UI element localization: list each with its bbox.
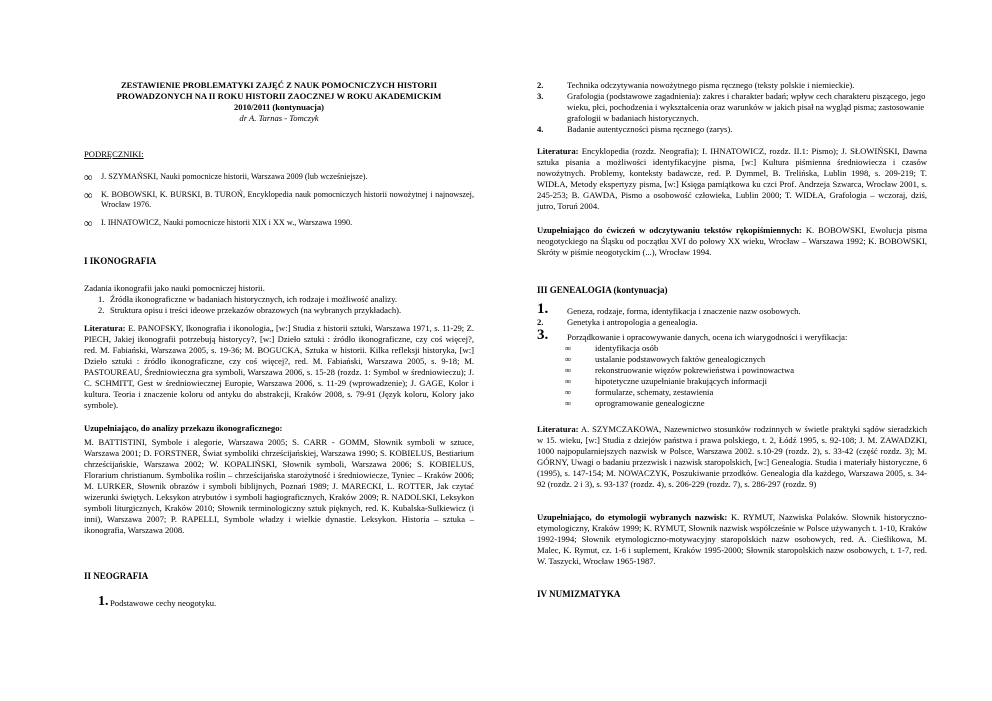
title-line: PROWADZONYCH NA II ROKU HISTORII ZAOCZNEJ W ROKU AKADEMICKIM bbox=[116, 91, 442, 101]
sub-list-item: ∞ formularze, schematy, zestawienia bbox=[565, 387, 714, 397]
sub-list-item: ∞ oprogramowanie genealogiczne bbox=[565, 398, 705, 408]
supplementary-label: Uzupełniająco, do etymologii wybranych nazwisk: bbox=[537, 512, 728, 522]
neography-supplementary bbox=[537, 225, 927, 258]
infinity-bullet-icon: ∞ bbox=[565, 354, 572, 364]
infinity-bullet-icon: ∞ bbox=[565, 376, 572, 386]
textbooks-list bbox=[84, 172, 474, 234]
section-heading-genealogy: III GENEALOGIA (kontynuacja) bbox=[537, 285, 668, 295]
infinity-bullet-icon: ∞ bbox=[84, 187, 93, 202]
sub-list-item: ∞ rekonstruowanie więzów pokrewieństwa i powinowactwa bbox=[565, 365, 795, 375]
title-line: 2010/2011 (kontynuacja) bbox=[233, 102, 324, 112]
section-heading-neography: II NEOGRAFIA bbox=[84, 571, 149, 581]
neography-continued-list bbox=[537, 80, 927, 135]
author: dr A. Tarnas - Tomczyk bbox=[239, 113, 319, 123]
title-line: ZESTAWIENIE PROBLEMATYKI ZAJĘĆ Z NAUK POMOCNICZYCH HISTORII bbox=[120, 80, 438, 90]
section-heading-numismatics: IV NUMIZMATYKA bbox=[537, 589, 621, 599]
list-item: 2. Struktura opisu i treści ideowe przekazów obrazowych (na wybranych przykładach). bbox=[98, 305, 402, 315]
supplementary-label: Uzupełniająco do ćwiczeń w odczytywaniu tekstów rękopiśmiennych: bbox=[537, 225, 802, 235]
iconography-literature bbox=[84, 323, 474, 411]
list-item-text: J. SZYMAŃSKI, Nauki pomocnicze historii, Warszawa 2009 (lub wcześniejsze). bbox=[101, 172, 368, 181]
infinity-bullet-icon: ∞ bbox=[565, 398, 572, 408]
sub-list-item: ∞ ustalanie podstawowych faktów genealogicznych bbox=[565, 354, 766, 364]
literature-label: Literatura: bbox=[537, 424, 579, 434]
list-item: 2. Genetyka i antropologia a genealogia. bbox=[537, 317, 698, 327]
sub-list-item: ∞ hipotetyczne uzupełnianie brakujących informacji bbox=[565, 376, 768, 386]
list-item: 3. Porządkowanie i opracowywanie danych, ocena ich wiarygodności i weryfikacja: bbox=[537, 327, 848, 343]
list-item-text: K. BOBOWSKI, K. BURSKI, B. TUROŃ, Encyklopedia nauk pomocniczych historii nowożytnej i najnowszej, Wrocław 1976. bbox=[101, 189, 474, 210]
section-intro: Zadania ikonografii jako nauki pomocniczej historii. bbox=[84, 283, 265, 293]
infinity-bullet-icon: ∞ bbox=[84, 215, 93, 230]
supplementary-text: K. BOBOWSKI, Ewolucja pisma neogotyckiego na Śląsku od początku XVI do połowy XX wieku, Wrocław – Warszawa 1992; K. BOBOWSKI, Skróty w piśmie neogotyckim (...), Wrocław 1994. bbox=[537, 225, 928, 257]
genealogy-supplementary bbox=[537, 512, 927, 567]
iconography-intro-block bbox=[84, 283, 474, 316]
iconography-supplementary-label: Uzupełniająco, do analizy przekazu ikonograficznego: bbox=[84, 423, 283, 433]
list-item bbox=[84, 215, 474, 230]
section-heading-iconography: I IKONOGRAFIA bbox=[84, 256, 157, 266]
infinity-bullet-icon: ∞ bbox=[565, 365, 572, 375]
supplementary-text: K. RYMUT, Nazwiska Polaków. Słownik historyczno-etymologiczny, Kraków 1999; K. RYMUT, Słownik nazwisk współcześnie w Polsce używanych t. 1-10, Kraków 1992-1994; Słownik etymologiczno-motywacyjny staropolskich nazw osobowych, red. A. Cieślikowa, M. Malec, K. Rymut, cz. 1-6 i suplement, Kraków 1995-2000; Słownik staropolskich nazw osobowych, t. 1-7, red. W. Taszycki, Wrocław 1965-1987. bbox=[537, 512, 927, 566]
list-item bbox=[84, 172, 474, 183]
literature-text: Encyklopedia (rozdz. Neografia); I. IHNATOWICZ, rozdz. II.1: Pismo); J. SŁOWIŃSKI, Dawna sztuka pisania a możliwości identyfikacyjne pisma, [w:] Kultura piśmienna średniowiecza i czasów nowożytnych. Problemy, konteksty badawcze, red. P. Dymmel, B. Trelińska, Lublin 1998, s. 209-219; T. WIDŁA, Metody ekspertyzy pisma, [w:] Księga pamiątkowa ku czci Prof. Andrzeja Szwarca, Wrocław 2001, s. 245-253; B. GAWDA, Pismo a osobowość człowieka, Lublin 2000; T. WIDŁA, Grafologia – wczoraj, dziś, jutro, Toruń 2004. bbox=[537, 146, 927, 211]
iconography-supplementary-text: M. BATTISTINI, Symbole i alegorie, Warszawa 2005; S. CARR - GOMM, Słownik symboli w sztuce, Warszawa 2001; D. FORSTNER, Świat symboliki chrześcijańskiej, Warszawa 1990; S. KOBIELUS, Bestiarium chrześcijańskie, Warszawa 2002; W. KOPALIŃSKI, Słownik symboli, Warszawa 2006; S. KOBIELUS, Florarium christianum. Symbolika roślin – chrześcijańska starożytność i średniowiecze, Tyniec – Kraków 2006; M. LURKER, Słownik obrazów i symboli biblijnych, Poznań 1989; J. MARECKI, L. ROTTER, Jak czytać wizerunki świętych. Leksykon atrybutów i symboli hagiograficznych, Kraków 2009; R. NADOLSKI, Leksykon symboli liturgicznych, Kraków 2010; Słownik terminologiczny sztuk pięknych, red. K. Kubalska-Sulkiewicz (i inni), Warszawa 2007; P. RAPELLI, Symbole władzy i wielkie dynastie. Leksykon. Historia – sztuka – ikonografia, Warszawa 2008. bbox=[84, 437, 474, 535]
list-item: 4. Badanie autentyczności pisma ręcznego (zarys). bbox=[537, 124, 733, 134]
genealogy-literature bbox=[537, 424, 927, 490]
list-item: 1. Podstawowe cechy neogotyku. bbox=[98, 594, 217, 609]
textbooks-heading: PODRĘCZNIKI: bbox=[84, 149, 144, 159]
sub-list-item: ∞ identyfikacja osób bbox=[565, 343, 659, 353]
infinity-bullet-icon: ∞ bbox=[84, 170, 93, 184]
literature-label: Literatura: bbox=[537, 146, 579, 156]
literature-label: Literatura: bbox=[84, 323, 126, 333]
infinity-bullet-icon: ∞ bbox=[565, 343, 572, 353]
neography-literature bbox=[537, 146, 927, 212]
document-title bbox=[84, 80, 474, 124]
literature-text: E. PANOFSKY, Ikonografia i ikonologia„ [w:] Studia z historii sztuki, Warszawa 1971, s. 11-29; Z. PIECH, Jakiej ikonografii potrzebują historycy?, [w:] Dzieło sztuki : źródło ikonograficzne, czy coś więcej?, red. M. Fabiański, Warszawa 2005, s. 19-36; M. BOGUCKA, Sztuka w historii. Kilka refleksji historyka, [w:] Dzieło sztuki : źródło ikonograficzne, czy coś więcej?, red. M. Fabiański, Warszawa 2005, s. 9-18; M. PASTOUREAU, Średniowieczna gra symboli, Warszawa 2006, s. 15-28 (rozdz. 1: Symbol w średniowieczu); J. C. SCHMITT, Gest w średniowiecznej Europie, Warszawa 2006, s. 11-29 (wprowadzenie); J. GAGE, Kolor i kultura. Teoria i znaczenie koloru od antyku do abstrakcji, Kraków 2008, s. 79-91 (Język koloru, Kolory jako symbole). bbox=[84, 323, 474, 410]
list-item: 3. Grafologia (podstawowe zagadnienia): zakres i charakter badań; wpływ cech charakteru piszącego, jego wieku, płci, pochodzenia i wykształcenia oraz warunków w jakich pisał na wygląd pisma; zastosowanie grafologii w badaniach historycznych. bbox=[537, 91, 926, 123]
neography-list bbox=[84, 595, 474, 609]
list-item: 1. Geneza, rodzaje, forma, identyfikacja i znaczenie nazw osobowych. bbox=[537, 301, 801, 317]
infinity-bullet-icon: ∞ bbox=[565, 387, 572, 397]
list-item-text: I. IHNATOWICZ, Nauki pomocnicze historii XIX i XX w., Warszawa 1990. bbox=[101, 217, 353, 227]
literature-text: A. SZYMCZAKOWA, Nazewnictwo stosunków rodzinnych w świetle praktyki sądów sieradzkich w 15. wieku, [w:] Studia z dziejów państwa i prawa polskiego, t. 2, Łódź 1995, s. 92-108; J. M. ZAWADZKI, 1000 najpopularniejszych nazwisk w Polsce, Warszawa 2002. s.10-29 (rozdz. 2), s. 33-42 (część rozdz. 3); M. GÓRNY, Uwagi o badaniu przezwisk i nazwisk staropolskich, [w:] Genealogia. Studia i materiały historyczne, 6 (1995), s. 147-154; M. NOWACZYK, Poszukiwanie przodków. Genealogia dla każdego, Warszawa 2005, s. 34-92 (rozdz. 2 i 3), s. 93-137 (rozdz. 4), s. 206-229 (rozdz. 7), s. 286-297 (rozdz. 9) bbox=[537, 424, 927, 489]
list-item: 1. Źródła ikonograficzne w badaniach historycznych, ich rodzaje i możliwość analizy. bbox=[98, 294, 397, 304]
genealogy-list bbox=[537, 302, 927, 409]
list-item: 2. Technika odczytywania nowożytnego pisma ręcznego (teksty polskie i niemieckie). bbox=[537, 80, 855, 90]
list-item bbox=[84, 187, 474, 211]
